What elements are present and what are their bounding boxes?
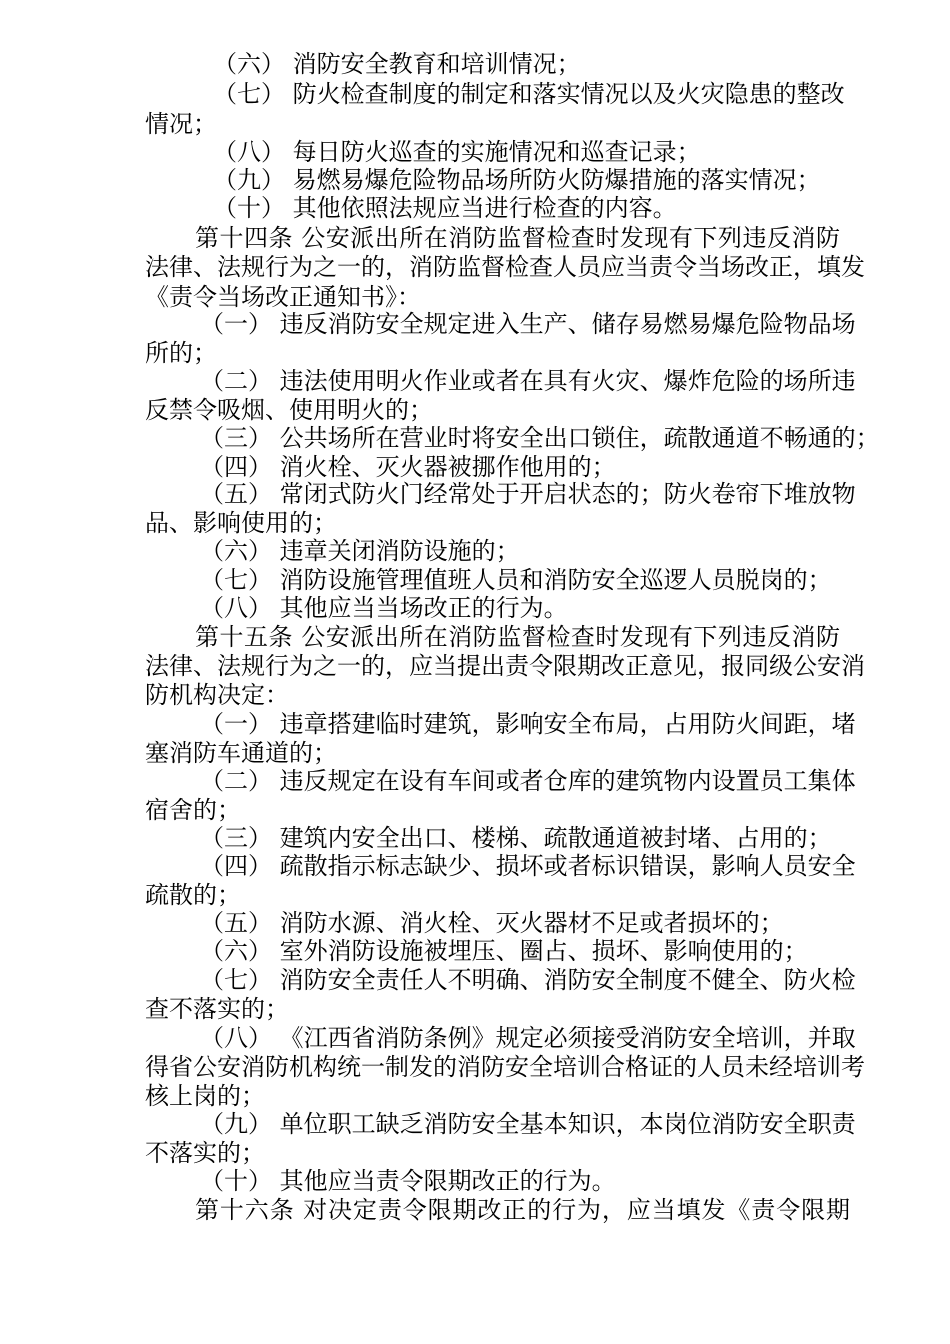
text-line: 第十五条 公安派出所在消防监督检查时发现有下列违反消防	[195, 623, 840, 651]
text-line: （九） 单位职工缺乏消防安全基本知识，本岗位消防安全职责	[200, 1110, 856, 1138]
text-line: 法律、法规行为之一的，消防监督检查人员应当责令当场改正，填发	[145, 253, 865, 281]
text-line: 塞消防车通道的；	[145, 739, 337, 767]
text-line: 查不落实的；	[145, 995, 289, 1023]
text-line: 《责令当场改正通知书》：	[145, 283, 421, 311]
text-line: 防机构决定：	[145, 681, 289, 709]
text-line: （七） 消防安全责任人不明确、消防安全制度不健全、防火检	[200, 966, 856, 994]
text-line: 情况；	[145, 110, 217, 138]
text-line: 第十六条 对决定责令限期改正的行为，应当填发《责令限期	[195, 1196, 850, 1224]
text-line: （六） 消防安全教育和培训情况；	[213, 50, 581, 78]
text-line: （八） 其他应当当场改正的行为。	[200, 594, 568, 622]
text-line: 反禁令吸烟、使用明火的；	[145, 396, 433, 424]
text-line: （五） 消防水源、消火栓、灭火器材不足或者损坏的；	[200, 909, 784, 937]
text-line: （八） 《江西省消防条例》规定必须接受消防安全培训，并取	[200, 1024, 856, 1052]
text-line: （五） 常闭式防火门经常处于开启状态的；防火卷帘下堆放物	[200, 480, 856, 508]
text-line: （四） 消火栓、灭火器被挪作他用的；	[200, 453, 616, 481]
text-line: （九） 易燃易爆危险物品场所防火防爆措施的落实情况；	[213, 166, 821, 194]
text-line: （四） 疏散指示标志缺少、损坏或者标识错误，影响人员安全	[200, 852, 856, 880]
text-line: （三） 建筑内安全出口、楼梯、疏散通道被封堵、占用的；	[200, 824, 832, 852]
text-line: （二） 违法使用明火作业或者在具有火灾、爆炸危险的场所违	[200, 367, 856, 395]
text-line: （六） 违章关闭消防设施的；	[200, 537, 520, 565]
text-line: 核上岗的；	[145, 1082, 265, 1110]
text-line: 所的；	[145, 339, 217, 367]
text-line: （十） 其他应当责令限期改正的行为。	[200, 1167, 616, 1195]
text-line: （十） 其他依照法规应当进行检查的内容。	[213, 194, 677, 222]
text-line: 宿舍的；	[145, 796, 241, 824]
text-line: 法律、法规行为之一的，应当提出责令限期改正意见，报同级公安消	[145, 652, 865, 680]
text-line: 品、影响使用的；	[145, 509, 337, 537]
text-line: （七） 防火检查制度的制定和落实情况以及火灾隐患的整改	[213, 80, 845, 108]
text-line: （八） 每日防火巡查的实施情况和巡查记录；	[213, 138, 701, 166]
text-line: （一） 违反消防安全规定进入生产、储存易燃易爆危险物品场	[200, 310, 856, 338]
text-line: （六） 室外消防设施被埋压、圈占、损坏、影响使用的；	[200, 937, 808, 965]
text-line: （三） 公共场所在营业时将安全出口锁住，疏散通道不畅通的；	[200, 424, 880, 452]
text-line: （七） 消防设施管理值班人员和消防安全巡逻人员脱岗的；	[200, 566, 832, 594]
text-line: 第十四条 公安派出所在消防监督检查时发现有下列违反消防	[195, 224, 840, 252]
text-line: （二） 违反规定在设有车间或者仓库的建筑物内设置员工集体	[200, 767, 856, 795]
text-line: 疏散的；	[145, 881, 241, 909]
text-line: （一） 违章搭建临时建筑，影响安全布局，占用防火间距，堵	[200, 710, 856, 738]
text-line: 不落实的；	[145, 1139, 265, 1167]
text-line: 得省公安消防机构统一制发的消防安全培训合格证的人员未经培训考	[145, 1053, 865, 1081]
